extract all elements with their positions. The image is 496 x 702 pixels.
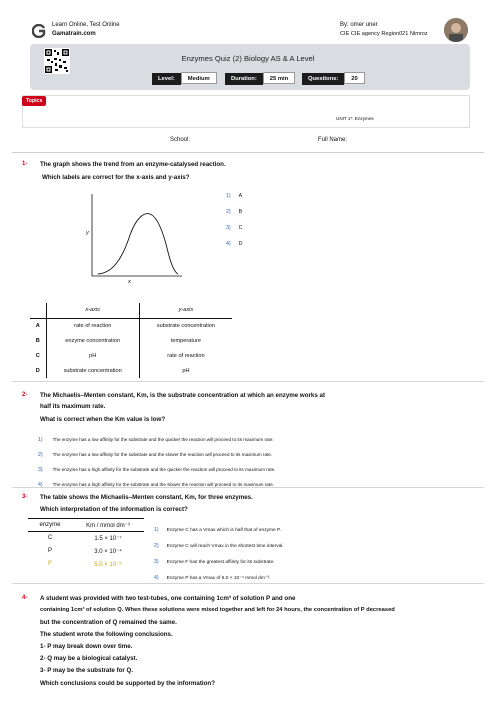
option-3[interactable]: 3) The enzyme has a high affinity for the substrate and the quicker the reaction will proceed to its maximum rate. <box>38 467 276 473</box>
question-number: 2- <box>22 392 28 398</box>
table-row: F 5.0 × 10⁻⁵ <box>48 561 122 568</box>
table-row: D substrate concentration pH <box>30 363 232 378</box>
school-field[interactable]: School: <box>170 137 191 143</box>
table-row: C pH rate of reaction <box>30 348 232 363</box>
option-4[interactable]: 4) The enzyme has a high affinity for the substrate and the slower the reaction will proceed to its maximum rate. <box>38 482 274 488</box>
option-2[interactable]: 2) Enzyme C will reach Vmax in the shortest time interval. <box>154 543 284 549</box>
questions-label: Questions: <box>302 73 344 85</box>
question-subtext: What is correct when the Km value is low? <box>40 416 166 423</box>
divider <box>12 583 484 584</box>
q3-table: enzyme Km / mmol dm⁻³ C 1.5 × 10⁻⁷ P 3.0 × 10⁻⁴ F 5.0 × 10⁻⁵ <box>28 518 144 571</box>
option-1[interactable]: 1) The enzyme has a low affinity for the substrate and the quicker the reaction will proceed to its maximum rate. <box>38 437 274 443</box>
questions-value: 20 <box>344 72 364 84</box>
question-text: The Michaelis–Menten constant, Km, is the substrate concentration at which an enzyme works at <box>40 392 326 399</box>
gamatrain-logo-icon <box>32 24 46 38</box>
level-pill <box>152 72 217 84</box>
graph-y-label: y <box>86 230 89 236</box>
questions-pill <box>302 72 365 84</box>
question-number: 4- <box>22 595 28 601</box>
conclusion-item: 1- P may break down over time. <box>40 643 133 650</box>
option-4[interactable]: 4) D <box>226 241 243 247</box>
conclusion-item: 3- P may be the substrate for Q. <box>40 667 134 674</box>
brand-site[interactable]: Gamatrain.com <box>52 31 96 37</box>
question-subtext: Which labels are correct for the x-axis and y-axis? <box>42 174 190 181</box>
level-label: Level: <box>152 73 181 85</box>
q1-table: x-axis y-axis A rate of reaction substrate concentration B enzyme concentration temperature C pH rate of reaction D substrate concentration pH <box>30 303 232 378</box>
option-2[interactable]: 2) The enzyme has a low affinity for the substrate and the slower the reaction will proceed to its maximum rate. <box>38 452 273 458</box>
table-row: P 3.0 × 10⁻⁴ <box>47 548 122 555</box>
quiz-title: Enzymes Quiz (2) Biology AS & A Level <box>181 54 315 63</box>
question-text: The graph shows the trend from an enzyme-catalysed reaction. <box>40 161 226 168</box>
topics-tag: Topics <box>22 96 46 106</box>
divider <box>12 381 484 382</box>
topics-box <box>22 95 470 128</box>
table-row: C 1.5 × 10⁻⁷ <box>47 535 122 542</box>
table-row: B enzyme concentration temperature <box>30 333 232 348</box>
q1-graph <box>82 190 192 291</box>
question-text: The table shows the Michaelis–Menten constant, Km, for three enzymes. <box>40 494 253 501</box>
question-number: 3- <box>22 494 28 500</box>
option-1[interactable]: 1) Enzyme C has a Vmax which is half that of enzyme P. <box>154 527 281 533</box>
topic-unit: UNIT 1*: Enzymes <box>336 116 374 121</box>
option-2[interactable]: 2) B <box>226 209 243 215</box>
option-3[interactable]: 3) C <box>226 225 243 231</box>
question-text: but the concentration of Q remained the same. <box>40 619 177 626</box>
divider <box>12 487 484 488</box>
option-1[interactable]: 1) A <box>226 193 243 199</box>
question-subtext: Which interpretation of the information is correct? <box>40 506 188 513</box>
conclusion-item: 2- Q may be a biological catalyst. <box>40 655 138 662</box>
question-text: A student was provided with two test-tubes, one containing 1cm³ of solution P and one <box>40 595 296 602</box>
duration-value: 25 min <box>263 72 295 84</box>
option-3[interactable]: 3) Enzyme F has the greatest affinity for its substrate. <box>154 559 275 565</box>
graph-x-label: x <box>128 279 131 285</box>
duration-label: Duration: <box>225 73 263 85</box>
author-byline: By: omer uner <box>340 22 378 28</box>
brand-tagline: Learn Online, Test Online <box>52 22 120 28</box>
question-number: 1- <box>22 161 28 167</box>
full-name-field[interactable]: Full Name: <box>318 137 348 143</box>
author-org: CIE CIE agency Region021 Nimroz <box>340 31 428 37</box>
question-text: half its maximum rate. <box>40 403 106 410</box>
avatar <box>444 18 468 42</box>
level-value: Medium <box>181 72 217 84</box>
question-subtext: Which conclusions could be supported by the information? <box>40 680 215 687</box>
question-text: The student wrote the following conclusions. <box>40 631 173 638</box>
option-4[interactable]: 4) Enzyme P has a Vmax of 6.0 × 10⁻⁴ mmol dm⁻³. <box>154 575 271 581</box>
duration-pill <box>225 72 295 84</box>
table-row: A rate of reaction substrate concentration <box>30 318 232 333</box>
question-text: containing 1cm³ of solution Q. When these solutions were mixed together and left for 24 hours, the concentration of P decreased <box>40 607 395 613</box>
divider <box>12 152 484 153</box>
